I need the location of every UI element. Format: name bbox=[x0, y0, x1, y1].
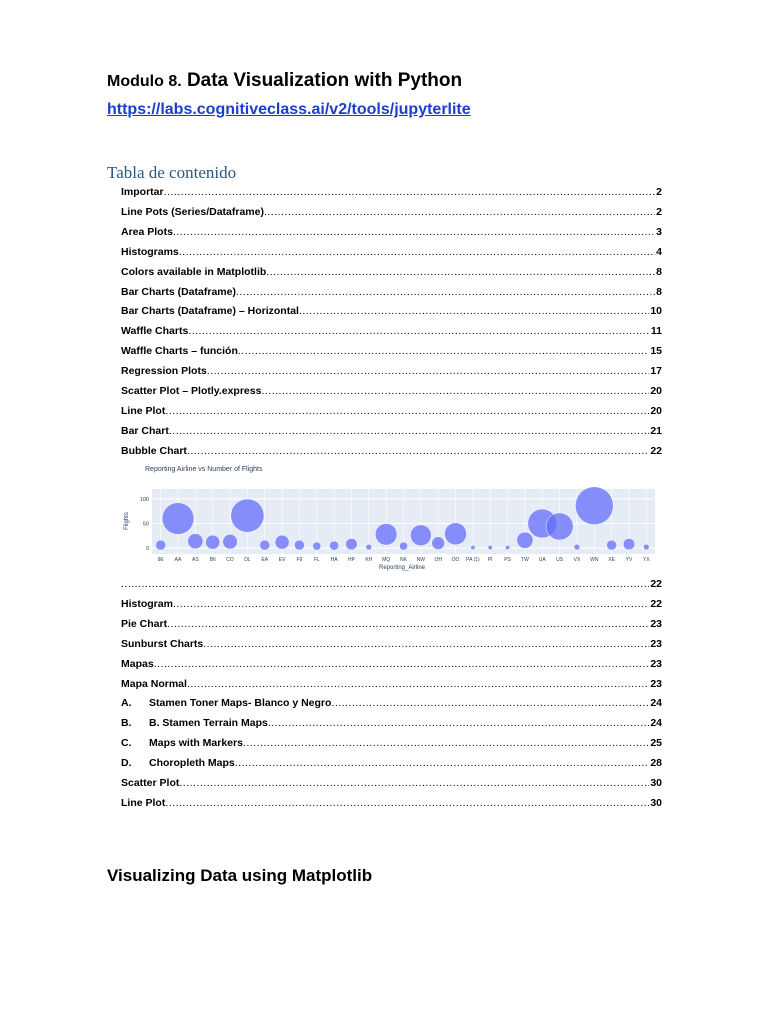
chart-bubble bbox=[623, 538, 635, 550]
chart-x-tick-label: VX bbox=[573, 557, 581, 563]
toc-dot-leader bbox=[187, 677, 649, 691]
toc-entry[interactable] bbox=[121, 655, 662, 671]
toc-entry-page: 23 bbox=[650, 637, 662, 650]
chart-x-tick-label: AS bbox=[192, 557, 199, 563]
toc-dot-leader bbox=[243, 736, 649, 750]
toc-entry-page: 24 bbox=[650, 697, 662, 710]
toc-entry[interactable] bbox=[121, 575, 662, 591]
toc-entry[interactable] bbox=[121, 442, 662, 458]
chart-x-tick-label: 9E bbox=[157, 557, 164, 563]
chart-x-tick-label: YX bbox=[642, 557, 650, 563]
chart-x-tick-label: US bbox=[556, 557, 564, 563]
chart-bubble bbox=[294, 540, 304, 550]
chart-y-tick-label: 0 bbox=[145, 546, 149, 553]
chart-bubble bbox=[488, 545, 492, 549]
toc-entry-label: Area Plots bbox=[121, 225, 173, 238]
toc-entry-page: 2 bbox=[656, 186, 662, 198]
chart-title: Reporting Airline vs Number of Flights bbox=[145, 466, 263, 473]
toc-entry[interactable] bbox=[121, 223, 662, 239]
toc-dot-leader bbox=[154, 657, 650, 671]
toc-entry-label: Stamen Toner Maps- Blanco y Negro bbox=[149, 697, 332, 710]
toc-entry-page: 22 bbox=[650, 578, 662, 590]
toc-entry-label: Sunburst Charts bbox=[121, 637, 204, 650]
toc-entry[interactable] bbox=[121, 694, 662, 710]
chart-bubble bbox=[330, 541, 339, 550]
toc-entry-label: Regression Plots bbox=[121, 365, 207, 378]
toc-entry-page: 8 bbox=[656, 285, 662, 298]
toc-entry[interactable] bbox=[121, 183, 662, 199]
chart-x-tick-label: YV bbox=[625, 557, 633, 563]
toc-entry[interactable] bbox=[121, 302, 662, 318]
chart-x-tick-label: F9 bbox=[296, 557, 303, 563]
toc-entry-label: Maps with Markers bbox=[149, 737, 243, 750]
toc-dot-leader bbox=[187, 444, 649, 458]
toc-dot-leader bbox=[203, 637, 649, 651]
chart-x-tick-label: NK bbox=[400, 557, 407, 563]
chart-x-tick-label: HP bbox=[347, 557, 355, 563]
toc-entry-page: 23 bbox=[650, 677, 662, 690]
chart-bubble bbox=[471, 545, 475, 549]
toc-entry-page: 24 bbox=[650, 717, 662, 730]
chart-x-tick-label: EA bbox=[261, 557, 269, 563]
toc-dot-leader bbox=[188, 324, 650, 338]
toc-entry-page: 21 bbox=[650, 424, 662, 437]
heading-title: Data Visualization with Python bbox=[186, 70, 463, 91]
toc-entry-page: 20 bbox=[650, 385, 662, 397]
chart-bubble bbox=[399, 542, 407, 550]
chart-bubble bbox=[517, 532, 533, 548]
toc-dot-leader bbox=[264, 205, 655, 219]
chart-x-tick-label: UA bbox=[538, 557, 546, 563]
chart-bubble bbox=[574, 544, 580, 550]
bubble-chart-svg bbox=[119, 458, 659, 575]
toc-entry-page: 3 bbox=[656, 225, 662, 238]
toc-entry-page: 22 bbox=[650, 444, 662, 457]
toc-entry-label: Bar Chart bbox=[121, 424, 169, 437]
chart-bubble bbox=[231, 499, 264, 532]
chart-bubble bbox=[188, 534, 203, 549]
chart-bubble bbox=[546, 513, 573, 540]
chart-x-tick-label: XE bbox=[608, 557, 615, 563]
toc-entry-label: Importar bbox=[121, 186, 164, 198]
chart-bubble bbox=[375, 523, 397, 545]
toc-dot-leader bbox=[121, 577, 649, 591]
chart-x-tick-label: HA bbox=[330, 557, 338, 563]
toc-entry-label: Bar Charts (Dataframe) bbox=[121, 285, 236, 298]
toc-entry[interactable] bbox=[121, 203, 662, 219]
chart-x-tick-label: PA (1) bbox=[466, 557, 480, 563]
document-heading bbox=[107, 70, 462, 92]
toc-entry-prefix: A. bbox=[121, 697, 132, 710]
chart-bubble bbox=[410, 525, 431, 546]
toc-entry-page: 23 bbox=[650, 657, 662, 670]
toc-dot-leader bbox=[266, 265, 655, 279]
toc-entry-label: Line Plot bbox=[121, 404, 166, 417]
toc-entry[interactable] bbox=[121, 402, 662, 418]
toc-entry-label: Scatter Plot – Plotly.express bbox=[121, 385, 262, 397]
toc-entry-label: Bubble Chart bbox=[121, 444, 187, 457]
toc-entry-label: Waffle Charts – función bbox=[121, 345, 238, 358]
chart-x-tick-label: AA bbox=[174, 557, 182, 563]
chart-bubble bbox=[643, 544, 649, 550]
toc-entry[interactable] bbox=[121, 382, 662, 398]
toc-entry[interactable] bbox=[121, 362, 662, 378]
chart-x-tick-label: TW bbox=[521, 557, 529, 563]
chart-bubble bbox=[505, 545, 509, 549]
toc-entry-page: 17 bbox=[650, 365, 662, 378]
chart-y-tick-label: 50 bbox=[142, 521, 149, 528]
toc-dot-leader bbox=[165, 796, 649, 810]
toc-entry-page: 28 bbox=[650, 757, 662, 770]
chart-bubble bbox=[206, 535, 220, 549]
chart-bubble bbox=[260, 540, 270, 550]
bubble-chart bbox=[119, 458, 659, 575]
toc-entry-page: 20 bbox=[650, 404, 662, 417]
chart-bubble bbox=[445, 523, 467, 545]
toc-entry-label: Bar Charts (Dataframe) – Horizontal bbox=[121, 305, 299, 318]
toc-dot-leader bbox=[261, 384, 649, 398]
toc-entry-label: Mapa Normal bbox=[121, 677, 187, 690]
toc-entry-page: 2 bbox=[656, 205, 662, 218]
toc-title: Tabla de contenido bbox=[107, 163, 237, 182]
toc-entry[interactable] bbox=[121, 635, 662, 651]
toc-dot-leader bbox=[173, 597, 649, 611]
section-heading: Visualizing Data using Matplotlib bbox=[107, 866, 373, 885]
toc-entry-page: 4 bbox=[656, 245, 662, 258]
chart-x-tick-label: NW bbox=[416, 557, 426, 563]
toc-entry-label: Scatter Plot bbox=[121, 777, 180, 789]
heading-prefix: Modulo 8. bbox=[107, 73, 182, 90]
chart-x-tick-label: PI bbox=[487, 557, 493, 563]
chart-y-tick-label: 100 bbox=[139, 496, 149, 503]
chart-bubble bbox=[313, 542, 321, 550]
toc-entry-page: 30 bbox=[650, 777, 662, 789]
chart-x-tick-label: KH bbox=[365, 557, 373, 563]
toc-dot-leader bbox=[299, 304, 649, 318]
toc-dot-leader bbox=[238, 344, 649, 358]
toc-entry-prefix: B. bbox=[121, 717, 132, 730]
toc-entry-label: Colors available in Matplotlib bbox=[121, 265, 267, 278]
chart-x-tick-label: FL bbox=[313, 557, 320, 563]
toc-entry[interactable] bbox=[121, 774, 662, 790]
chart-x-tick-label: OO bbox=[451, 557, 460, 563]
toc-entry[interactable] bbox=[121, 322, 662, 338]
toc-entry-page: 10 bbox=[650, 305, 662, 318]
jupyterlite-link[interactable]: https://labs.cognitiveclass.ai/v2/tools/jupyterlite bbox=[107, 101, 471, 118]
toc-entry[interactable] bbox=[121, 283, 662, 299]
toc-dot-leader bbox=[268, 716, 649, 730]
toc-entry[interactable] bbox=[121, 675, 662, 691]
toc-entry-label: Mapas bbox=[121, 657, 154, 670]
toc-entry-label: Line Plot bbox=[121, 796, 166, 809]
toc-entry[interactable] bbox=[121, 422, 662, 438]
chart-x-tick-label: PS bbox=[504, 557, 511, 563]
toc-entry-prefix: C. bbox=[121, 737, 132, 750]
toc-entry-label: Pie Chart bbox=[121, 617, 168, 630]
toc-entry-label: Waffle Charts bbox=[121, 325, 189, 338]
toc-entry[interactable] bbox=[121, 342, 662, 358]
chart-bubble bbox=[156, 540, 166, 550]
toc-entry[interactable] bbox=[121, 714, 662, 730]
toc-entry-page: 22 bbox=[650, 597, 662, 610]
chart-bubble bbox=[346, 538, 358, 550]
toc-entry[interactable] bbox=[121, 263, 662, 279]
toc-entry-page: 15 bbox=[650, 345, 662, 358]
toc-entry-page: 23 bbox=[650, 617, 662, 630]
toc-dot-leader bbox=[236, 285, 655, 299]
chart-x-tick-label: EV bbox=[278, 557, 286, 563]
toc-dot-leader bbox=[179, 776, 649, 790]
toc-entry-label: B. Stamen Terrain Maps bbox=[149, 717, 268, 730]
toc-entry[interactable] bbox=[121, 595, 662, 611]
toc-entry-label: Choropleth Maps bbox=[149, 757, 235, 770]
toc-entry[interactable] bbox=[121, 794, 662, 810]
toc-dot-leader bbox=[235, 756, 650, 770]
toc-entry[interactable] bbox=[121, 754, 662, 770]
toc-entry-label: Histogram bbox=[121, 597, 173, 610]
chart-bubble bbox=[223, 534, 238, 549]
toc-entry[interactable] bbox=[121, 734, 662, 750]
toc-dot-leader bbox=[331, 696, 649, 710]
toc-dot-leader bbox=[167, 617, 649, 631]
chart-x-tick-label: MQ bbox=[382, 557, 391, 563]
chart-bubble bbox=[366, 544, 372, 550]
toc-entry-page: 11 bbox=[650, 325, 662, 338]
chart-bubble bbox=[162, 503, 194, 535]
toc-entry-label: Histograms bbox=[121, 245, 179, 258]
toc-entry-page: 8 bbox=[656, 265, 662, 278]
chart-bubble bbox=[607, 540, 617, 550]
toc-dot-leader bbox=[179, 245, 655, 259]
toc-dot-leader bbox=[165, 404, 649, 418]
toc-dot-leader bbox=[164, 185, 656, 199]
toc-dot-leader bbox=[207, 364, 650, 378]
chart-bubble bbox=[275, 535, 289, 549]
toc-entry-label: Line Pots (Series/Dataframe) bbox=[121, 205, 264, 218]
toc-entry-page: 30 bbox=[650, 796, 662, 809]
chart-bubble bbox=[432, 537, 445, 550]
toc-entry[interactable] bbox=[121, 243, 662, 259]
chart-x-tick-label: CO bbox=[226, 557, 234, 563]
chart-x-tick-label: OH bbox=[434, 557, 442, 563]
toc-entry-prefix: D. bbox=[121, 757, 132, 770]
toc-entry[interactable] bbox=[121, 615, 662, 631]
toc-dot-leader bbox=[169, 424, 649, 438]
chart-bubble bbox=[575, 487, 613, 525]
toc-entry-page: 25 bbox=[650, 737, 662, 750]
chart-x-tick-label: DL bbox=[244, 557, 251, 563]
toc-dot-leader bbox=[173, 225, 655, 239]
chart-x-tick-label: B6 bbox=[209, 557, 216, 563]
chart-x-tick-label: WN bbox=[590, 557, 599, 563]
chart-y-axis-label: Flights bbox=[124, 512, 130, 530]
chart-x-axis-label: Reporting_Airline bbox=[378, 565, 426, 571]
